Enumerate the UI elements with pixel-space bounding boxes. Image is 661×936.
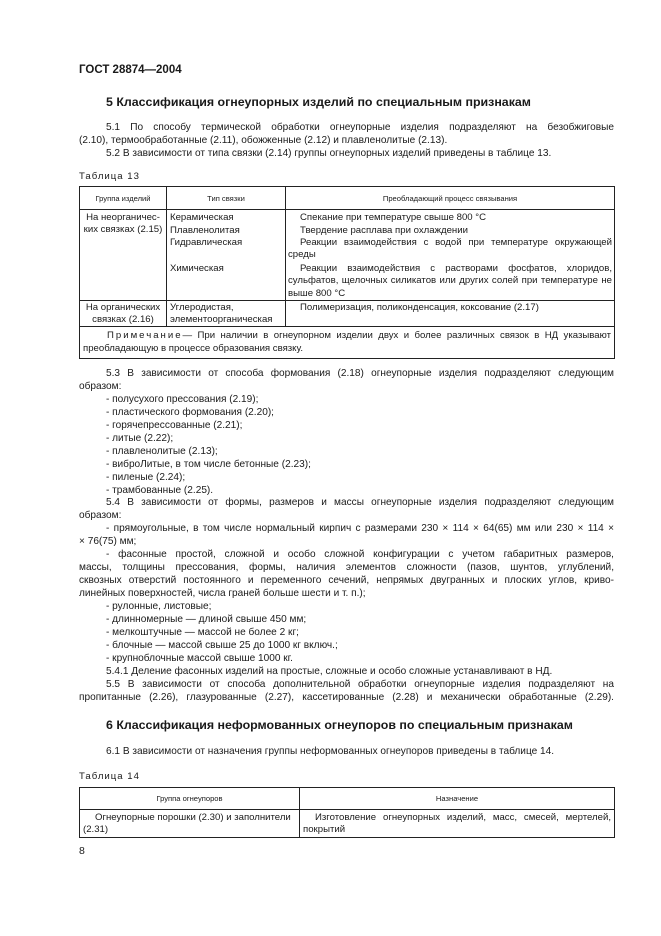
table-14-purpose: Изготовление огнеупорных изделий, масс, смесей, мертелей, покрытий	[300, 810, 615, 838]
list-item-shaped-line3: сквозных отверстий постоянного и переменного сечений, непрямых двугранных и плоских углов, криво-	[79, 575, 614, 586]
table-13-group-organic: На органических связках (2.16)	[80, 300, 167, 327]
table-14-header-group: Группа огнеупоров	[80, 788, 300, 810]
list-item: - плавленолитые (2.13);	[106, 446, 218, 457]
paragraph-5-5-line1: 5.5 В зависимости от способа дополнительной обработки огнеупорные изделия подразделяют на	[106, 679, 614, 690]
table-13-bond-chemical: Химическая	[170, 263, 224, 274]
table-13-group-inorganic: На неорганичес-ких связках (2.15)	[80, 210, 167, 301]
list-item-rectangular-line2: × 76(75) мм;	[79, 536, 137, 547]
table-13-bond-hydraulic: Гидравлическая	[170, 237, 243, 248]
list-item-rectangular-line1: - прямоугольные, в том числе нормальный кирпич с размерами 230 × 114 × 64(65) мм или 230 × 114 ×	[106, 523, 614, 534]
table-13-bond-carbon: Углеродистая, элементоорганическая	[167, 300, 286, 327]
table-13-note-label: Примечание	[107, 330, 183, 342]
table-14-group-powders: Огнеупорные порошки (2.30) и заполнители (2.31)	[80, 810, 300, 838]
table-13-note	[80, 327, 615, 359]
paragraph-5-2: 5.2 В зависимости от типа связки (2.14) группы огнеупорных изделий приведены в таблице 13.	[106, 148, 552, 159]
list-item: - мелкоштучные — массой не более 2 кг;	[106, 627, 299, 638]
table-13-bond-fused: Плавленолитая	[170, 224, 240, 236]
paragraph-5-1-line1: 5.1 По способу термической обработки огнеупорные изделия подразделяют на безобжиговые	[106, 122, 614, 133]
list-item: - блочные — массой свыше 25 до 1000 кг включ.;	[106, 640, 338, 651]
table-13-process-water: Реакции взаимодействия с водой при температуре окружающей среды	[288, 237, 612, 261]
list-item: - горячепрессованные (2.21);	[106, 420, 243, 431]
list-item: - длинномерные — длиной свыше 450 мм;	[106, 614, 307, 625]
table-13-process-sintering: Спекание при температуре свыше 800 °С	[300, 212, 487, 223]
section-6-title: 6 Классификация неформованных огнеупоров по специальным признакам	[106, 718, 573, 732]
list-item: - пластического формования (2.20);	[106, 407, 274, 418]
list-item: - крупноблочные массой свыше 1000 кг.	[106, 653, 293, 664]
table-13-process-polymer: Полимеризация, поликонденсация, коксование (2.17)	[286, 300, 615, 327]
table-14-header-purpose: Назначение	[300, 788, 615, 810]
list-item-shaped-line4: линейных поверхностей, числа граней больше шести и т. п.);	[79, 588, 366, 599]
paragraph-5-4-line1: 5.4 В зависимости от формы, размеров и массы огнеупорные изделия подразделяют следующим	[106, 497, 614, 508]
paragraph-5-4-line2: образом:	[79, 510, 122, 521]
list-item-shaped-line1: - фасонные простой, сложной и особо сложной конфигурации с учетом габаритных размеров,	[106, 549, 614, 560]
table-13-header-bond: Тип связки	[167, 187, 286, 210]
document-header: ГОСТ 28874—2004	[79, 64, 182, 76]
table-14-caption: Таблица 14	[79, 771, 140, 782]
list-item: - трамбованные (2.25).	[106, 485, 214, 496]
paragraph-5-1-line2: (2.10), термообработанные (2.11), обожженные (2.12) и плавленолитые (2.13).	[79, 135, 448, 146]
paragraph-5-4-1: 5.4.1 Деление фасонных изделий на простые, сложные и особо сложные устанавливают в НД.	[106, 666, 553, 677]
paragraph-5-3-line2: образом:	[79, 381, 122, 392]
list-item-shaped-line2: массы, толщины прессования, формы, наличия элементов сложности (пазов, шунтов, углублений,	[79, 562, 614, 573]
table-13-process-salts: Реакции взаимодействия с растворами фосфатов, хлоридов, сульфатов, щелочных силикатов или других солей при температуре не выше 800 °С	[288, 263, 612, 299]
list-item: - пиленые (2.24);	[106, 472, 186, 483]
table-13-header-group: Группа изделий	[80, 187, 167, 210]
section-5-title: 5 Классификация огнеупорных изделий по специальным признакам	[106, 95, 531, 109]
table-13-process-melt: Твердение расплава при охлаждении	[300, 224, 468, 236]
list-item: - литые (2.22);	[106, 433, 174, 444]
page-number: 8	[79, 845, 85, 857]
paragraph-5-3-line1: 5.3 В зависимости от способа формования (2.18) огнеупорные изделия подразделяют следующим	[106, 368, 614, 379]
table-13	[79, 186, 615, 359]
table-13-note-text: — При наличии в огнеупорном изделии двух и более различных связок в НД указывают преобладающую в процессе образования связку.	[83, 330, 611, 354]
list-item: - полусухого прессования (2.19);	[106, 394, 259, 405]
table-13-bond-ceramic: Керамическая	[170, 212, 234, 223]
list-item: - рулонные, листовые;	[106, 601, 212, 612]
list-5-4	[106, 600, 338, 665]
table-13-caption: Таблица 13	[79, 171, 140, 182]
list-item: - виброЛитые, в том числе бетонные (2.23);	[106, 459, 311, 470]
paragraph-6-1: 6.1 В зависимости от назначения группы неформованных огнеупоров приведены в таблице 14.	[106, 746, 555, 757]
list-5-3	[106, 393, 311, 497]
paragraph-5-5-line2: пропитанные (2.26), глазурованные (2.27), кассетированные (2.28) и механически обработанные (2.29).	[79, 692, 614, 703]
table-13-header-process: Преобладающий процесс связывания	[286, 187, 615, 210]
table-14	[79, 787, 615, 838]
